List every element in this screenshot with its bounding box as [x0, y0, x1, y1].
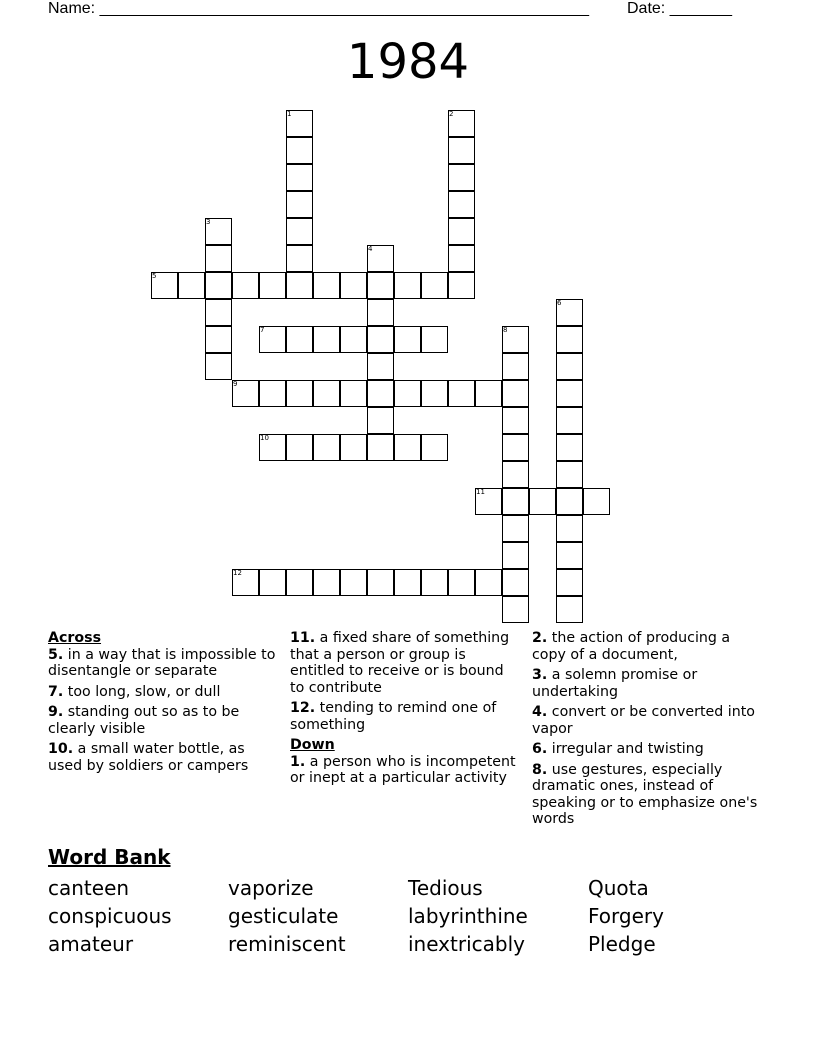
- grid-cell[interactable]: [367, 380, 394, 407]
- grid-cell[interactable]: [286, 434, 313, 461]
- cell-number: 7: [260, 326, 265, 334]
- grid-cell[interactable]: [556, 488, 583, 515]
- grid-cell[interactable]: [205, 299, 232, 326]
- word-bank-word: Pledge: [588, 932, 656, 956]
- clue-down-6: 6. irregular and twisting: [532, 741, 704, 757]
- grid-cell[interactable]: [448, 569, 475, 596]
- grid-cell[interactable]: [367, 272, 394, 299]
- grid-cell[interactable]: [286, 272, 313, 299]
- grid-cell[interactable]: [367, 299, 394, 326]
- clue-across-7: 7. too long, slow, or dull: [48, 683, 221, 700]
- grid-cell[interactable]: [502, 353, 529, 380]
- grid-cell[interactable]: [502, 380, 529, 407]
- grid-cell[interactable]: [367, 434, 394, 461]
- across-heading: Across: [48, 630, 102, 646]
- grid-cell[interactable]: [394, 326, 421, 353]
- cell-number: 4: [368, 245, 373, 253]
- grid-cell[interactable]: [286, 137, 313, 164]
- grid-cell[interactable]: [205, 353, 232, 380]
- grid-cell[interactable]: [502, 569, 529, 596]
- grid-cell[interactable]: [367, 407, 394, 434]
- page-title: 1984: [346, 34, 470, 90]
- clue-column-2: [290, 630, 518, 791]
- grid-cell[interactable]: [556, 569, 583, 596]
- word-bank-word: labyrinthine: [408, 904, 528, 928]
- word-bank-word: vaporize: [228, 876, 314, 900]
- grid-cell[interactable]: [205, 326, 232, 353]
- grid-cell[interactable]: [286, 326, 313, 353]
- grid-cell[interactable]: [556, 461, 583, 488]
- cell-number: 5: [152, 272, 157, 280]
- grid-cell[interactable]: [178, 272, 205, 299]
- cell-number: 9: [233, 380, 238, 388]
- grid-cell[interactable]: [205, 245, 232, 272]
- cell-number: 12: [233, 569, 242, 577]
- grid-cell[interactable]: [502, 461, 529, 488]
- cell-number: 11: [476, 488, 485, 496]
- grid-cell[interactable]: [556, 326, 583, 353]
- clue-column-3: [532, 630, 768, 832]
- grid-cell[interactable]: [340, 380, 367, 407]
- clue-down-3: 3. a solemn promise or undertaking: [532, 667, 698, 700]
- grid-cell[interactable]: [421, 434, 448, 461]
- word-bank-word: amateur: [48, 932, 134, 956]
- grid-cell[interactable]: [448, 191, 475, 218]
- grid-cell[interactable]: [448, 272, 475, 299]
- grid-cell[interactable]: [556, 353, 583, 380]
- clue-across-5: 5. in a way that is impossible to disentangle or separate: [48, 646, 276, 679]
- clue-down-4: 4. convert or be converted into vapor: [532, 704, 755, 737]
- word-bank-word: conspicuous: [48, 904, 172, 928]
- cell-number: 10: [260, 434, 269, 442]
- down-heading: Down: [290, 737, 335, 753]
- grid-cell[interactable]: [340, 434, 367, 461]
- name-field[interactable]: Name: _______________________________________________________: [48, 0, 589, 17]
- grid-cell[interactable]: [556, 407, 583, 434]
- cell-number: 6: [557, 299, 562, 307]
- cell-number: 8: [503, 326, 508, 334]
- grid-cell[interactable]: [313, 326, 340, 353]
- grid-cell[interactable]: [286, 218, 313, 245]
- grid-cell[interactable]: [286, 164, 313, 191]
- grid-cell[interactable]: [313, 272, 340, 299]
- clue-across-11: 11. a fixed share of something that a person or group is entitled to receive or is bound to contribute: [290, 630, 510, 696]
- grid-cell[interactable]: [232, 272, 259, 299]
- grid-cell[interactable]: [502, 434, 529, 461]
- header: [48, 0, 748, 20]
- grid-cell[interactable]: [367, 569, 394, 596]
- word-bank-word: Quota: [588, 876, 649, 900]
- grid-cell[interactable]: [421, 380, 448, 407]
- grid-cell[interactable]: [340, 272, 367, 299]
- grid-cell[interactable]: [556, 542, 583, 569]
- grid-cell[interactable]: [394, 380, 421, 407]
- cell-number: 1: [287, 110, 292, 118]
- grid-cell[interactable]: [448, 137, 475, 164]
- grid-cell[interactable]: [340, 326, 367, 353]
- grid-cell[interactable]: [286, 569, 313, 596]
- cell-number: 3: [206, 218, 211, 226]
- word-bank-word: reminiscent: [228, 932, 346, 956]
- grid-cell[interactable]: [502, 596, 529, 623]
- cell-number: 2: [449, 110, 454, 118]
- grid-cell[interactable]: [448, 164, 475, 191]
- grid-cell[interactable]: [313, 434, 340, 461]
- grid-cell[interactable]: [259, 569, 286, 596]
- grid-cell[interactable]: [367, 326, 394, 353]
- grid-cell[interactable]: [394, 272, 421, 299]
- grid-cell[interactable]: [367, 353, 394, 380]
- clue-across-12: 12. tending to remind one of something: [290, 700, 497, 733]
- clue-across-9: 9. standing out so as to be clearly visible: [48, 704, 240, 737]
- grid-cell[interactable]: [502, 488, 529, 515]
- grid-cell[interactable]: [502, 542, 529, 569]
- grid-cell[interactable]: [259, 380, 286, 407]
- grid-cell[interactable]: [421, 272, 448, 299]
- grid-cell[interactable]: [205, 272, 232, 299]
- word-bank-word: inextricably: [408, 932, 525, 956]
- grid-cell[interactable]: [556, 596, 583, 623]
- word-bank-title: Word Bank: [48, 845, 171, 869]
- grid-cell[interactable]: [313, 569, 340, 596]
- word-bank-word: Tedious: [408, 876, 483, 900]
- grid-cell[interactable]: [556, 380, 583, 407]
- grid-cell[interactable]: [502, 407, 529, 434]
- grid-cell[interactable]: [394, 569, 421, 596]
- grid-cell[interactable]: [313, 380, 340, 407]
- word-bank-word: gesticulate: [228, 904, 339, 928]
- clue-down-2: 2. the action of producing a copy of a document,: [532, 630, 731, 663]
- grid-cell[interactable]: [475, 569, 502, 596]
- grid-cell[interactable]: [475, 380, 502, 407]
- word-bank-word: Forgery: [588, 904, 664, 928]
- grid-cell[interactable]: [556, 515, 583, 542]
- grid-cell[interactable]: [448, 218, 475, 245]
- clue-column-1: [48, 630, 276, 778]
- grid-cell[interactable]: [556, 434, 583, 461]
- clue-down-8: 8. use gestures, especially dramatic ones, instead of speaking or to emphasize one's words: [532, 761, 758, 827]
- word-bank-word: canteen: [48, 876, 130, 900]
- grid-cell[interactable]: [286, 191, 313, 218]
- grid-cell[interactable]: [286, 380, 313, 407]
- clue-down-1: 1. a person who is incompetent or inept at a particular activity: [290, 753, 516, 786]
- grid-cell[interactable]: [340, 569, 367, 596]
- grid-cell[interactable]: [529, 488, 556, 515]
- grid-cell[interactable]: [421, 326, 448, 353]
- date-field[interactable]: Date: _______: [627, 0, 732, 17]
- grid-cell[interactable]: [394, 434, 421, 461]
- grid-cell[interactable]: [259, 272, 286, 299]
- grid-cell[interactable]: [583, 488, 610, 515]
- grid-cell[interactable]: [502, 515, 529, 542]
- grid-cell[interactable]: [448, 380, 475, 407]
- grid-cell[interactable]: [421, 569, 448, 596]
- grid-cell[interactable]: [286, 245, 313, 272]
- clue-across-10: 10. a small water bottle, as used by soldiers or campers: [48, 741, 249, 774]
- grid-cell[interactable]: [448, 245, 475, 272]
